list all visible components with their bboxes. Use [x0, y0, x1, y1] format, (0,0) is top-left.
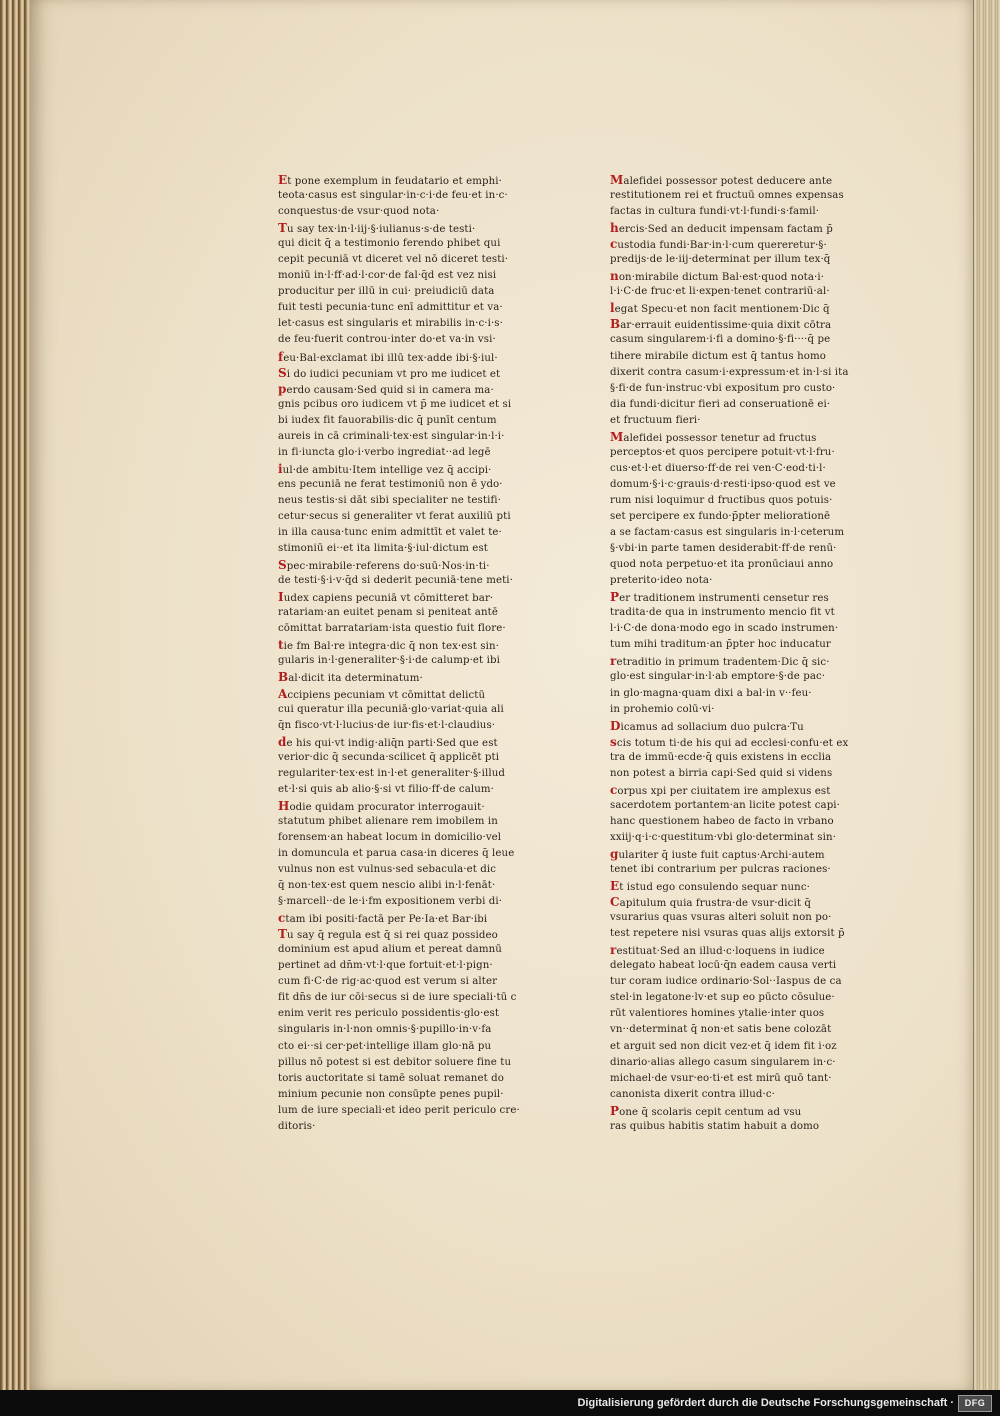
rubric-initial: r: [610, 943, 617, 958]
text-line: restitutionem rei et fructuū omnes expensas: [610, 190, 844, 202]
text-line: [610, 220, 900, 236]
text-line: lum de iure speciali·et ideo perit periculo cre·: [278, 1104, 520, 1116]
text-line-body: ustodia fundi·Bar·in·l·cum quereretur·§·: [617, 240, 827, 252]
rubric-initial: T: [278, 221, 288, 236]
rubric-initial: c: [610, 782, 618, 797]
text-line: l·i·C·de fruc·et li·expen·tenet contrariū·al·: [610, 286, 830, 298]
text-line: tum mihi traditum·an p̄pter hoc inducatur: [610, 639, 831, 651]
rubric-initial: d: [278, 734, 287, 749]
text-line: [278, 910, 568, 926]
rubric-initial: P: [610, 590, 620, 605]
text-line: tradita·de qua in instrumento mencio fit vt: [610, 607, 835, 619]
text-line-body: cis totum ti·de his qui ad ecclesi·confu·et ex: [616, 737, 849, 749]
text-line: dia fundi·dicitur fieri ad conseruationē ei·: [610, 398, 831, 410]
text-line: [278, 589, 568, 605]
text-line: [278, 172, 568, 188]
text-line: hanc questionem habeo de facto in vrbano: [610, 815, 834, 827]
text-line: bi iudex fit fauorabilis·dic q̄ punīt centum: [278, 414, 497, 426]
text-line: [610, 734, 900, 750]
rubric-initial: p: [278, 381, 287, 396]
text-line-body: icamus ad sollacium duo pulcra·Tu: [620, 721, 804, 733]
rubric-initial: t: [278, 638, 284, 653]
text-line: test repetere nisi vsuras quas alijs extorsit p̄: [610, 928, 845, 940]
text-line: cto ei··si cer·pet·intellige illam glo·nā pu: [278, 1040, 492, 1052]
page-stack-left-edge: [0, 0, 31, 1390]
text-line: sacerdotem portantem·an licite potest capi·: [610, 799, 841, 811]
text-line: cetur·secus si generaliter vt ferat auxiliū pti: [278, 510, 511, 522]
text-line: teota·casus est singular·in·c·i·de feu·et in·c·: [278, 190, 508, 202]
rubric-initial: c: [610, 237, 618, 252]
rubric-initial: g: [610, 846, 619, 861]
text-line-body: udex capiens pecuniā vt cōmitteret bar·: [283, 593, 494, 605]
text-line: [610, 653, 900, 669]
text-line: a se factam·casus est singularis in·l·ceterum: [610, 527, 845, 539]
text-line: vulnus non est vulnus·sed sebacula·et dic: [278, 864, 497, 876]
rubric-initial: S: [278, 558, 287, 573]
text-line: l·i·C·de dona·modo ego in scado instrumen·: [610, 623, 839, 635]
text-line: cepit pecuniā vt diceret vel nō diceret testi·: [278, 254, 509, 266]
text-line: casum singularem·i·fi a domino·§·fi····q̄ pe: [610, 334, 831, 346]
text-line: cōmittat barratariam·ista questio fuit flore·: [278, 623, 506, 635]
text-line: gnis pcibus oro iudicem vt p̄ me iudicet et si: [278, 398, 512, 410]
text-line: [278, 557, 568, 573]
text-line-body: odie quidam procurator interrogauit·: [289, 801, 485, 813]
text-line: michael·de vsur·eo·ti·et est mirū quō tant·: [610, 1072, 832, 1084]
text-line: glo·est singular·in·l·ab emptore·§·de pac·: [610, 671, 826, 683]
text-line: producitur per illū in cui· preiudiciū data: [278, 286, 495, 298]
rubric-initial: C: [610, 895, 620, 910]
text-line: dominium est apud alium et pereat damnū: [278, 944, 502, 956]
text-line: [278, 637, 568, 653]
text-line: rūt valentiores homines ytalie·inter quos: [610, 1008, 825, 1020]
text-line: conquestus·de vsur·quod nota·: [278, 206, 440, 218]
text-line: de feu·fuerit controu·inter do·et va·in vsi·: [278, 334, 496, 346]
text-line-body: ccipiens pecuniam vt cōmittat delictū: [287, 689, 486, 701]
text-line: tra de immū·ecde·q̄ quis existens in ecclia: [610, 751, 832, 763]
text-line: fuit testi pecunia·tunc enī admittitur et va·: [278, 302, 503, 314]
text-line: [610, 878, 900, 894]
text-line: cui queratur illa pecuniā·glo·variat·quia ali: [278, 703, 504, 715]
text-line-body: u say q̄ regula est q̄ si rei quaz possideo: [287, 930, 498, 942]
text-line: factas in cultura fundi·vt·l·fundi·s·famil·: [610, 206, 820, 218]
text-line: pertinet ad dn̄m·vt·l·que fortuit·et·l·pign·: [278, 960, 493, 972]
text-line: ditoris·: [278, 1120, 316, 1132]
rubric-initial: H: [278, 798, 290, 813]
text-line: §·vbi·in parte tamen desiderabit·ff·de renū·: [610, 543, 837, 555]
text-line: [610, 300, 900, 316]
rubric-initial: M: [610, 429, 624, 444]
text-line: delegato habeat locū·q̄n eadem causa verti: [610, 960, 837, 972]
text-line: in prohemio colū·vi·: [610, 703, 715, 715]
text-line: in illa causa·tunc enim admittīt et valet te·: [278, 527, 502, 539]
text-line: preterito·ideo nota·: [610, 575, 713, 587]
text-line: q̄ non·tex·est quem nescio alibi in·l·fenāt·: [278, 880, 496, 892]
text-line: singularis in·l·non omnis·§·pupillo·in·v·fa: [278, 1024, 492, 1036]
text-line: [278, 365, 568, 381]
rubric-initial: n: [610, 269, 619, 284]
text-line: [610, 942, 900, 958]
text-line: in glo·magna·quam dixi a bal·in v··feu·: [610, 687, 812, 699]
text-line: domum·§·i·c·grauis·d·resti·ipso·quod est ve: [610, 478, 836, 490]
text-line: dinario·alias allego casum singularem in·c·: [610, 1056, 836, 1068]
text-line: ens pecuniā ne ferat testimoniū non ē ydo·: [278, 478, 503, 490]
text-line-body: e his qui·vt indig·aliq̄n parti·Sed que est: [286, 737, 498, 749]
text-line: [610, 589, 900, 605]
text-line: forensem·an habeat locum in domicilio·vel: [278, 831, 502, 843]
text-line-body: ul·de ambitu·Item intellige vez q̄ accipi·: [282, 464, 492, 476]
text-line: cus·et·l·et diuerso·ff·de rei ven·C·eod·ti·l·: [610, 462, 826, 474]
text-line-body: ie fm Bal·re integra·dic q̄ non tex·est sin·: [283, 641, 499, 653]
text-line: rum nisi loquimur d fructibus quos potuis·: [610, 494, 833, 506]
text-line: cum fi·C·de rig·ac·quod est verum si alter: [278, 976, 498, 988]
text-line-body: alefidei possessor tenetur ad fructus: [623, 432, 817, 444]
text-line: [278, 926, 568, 942]
rubric-initial: D: [610, 718, 621, 733]
text-line: §·fi·de fun·instruc·vbi expositum pro custo·: [610, 382, 836, 394]
text-line: quod nota perpetuo·et ita pronūciaui anno: [610, 559, 834, 571]
text-line: fit dn̄s de iur cōi·secus si de iure speciali·tū c: [278, 992, 517, 1004]
rubric-initial: T: [278, 927, 288, 942]
text-line-body: tam ibi positi·factā per Pe·Ia·et Bar·ibi: [285, 914, 488, 926]
text-line-body: ulariter q̄ iuste fuit captus·Archi·autem: [618, 849, 825, 861]
page-stack-right-edge: [973, 0, 1000, 1390]
text-line: et·l·si quis ab alio·§·si vt filio·ff·de calum·: [278, 783, 495, 795]
text-line: et arguit sed non dicit vez·et q̄ idem fit i·oz: [610, 1040, 837, 1052]
text-line-body: erdo causam·Sed quid si in camera ma·: [286, 384, 494, 396]
text-line: neus testis·si dāt sibi specialiter ne testifi·: [278, 494, 502, 506]
text-line: [278, 349, 568, 365]
text-line: [610, 846, 900, 862]
text-line-body: t pone exemplum in feudatario et emphi·: [287, 176, 502, 187]
text-column-left: [278, 172, 568, 1135]
text-line: qui dicit q̄ a testimonio ferendo phibet qui: [278, 238, 501, 250]
text-line: moniū in·l·ff·ad·l·cor·de fal·q̄d est vez nisi: [278, 270, 497, 282]
rubric-initial: B: [278, 670, 289, 685]
text-line: predijs·de le·iij·determinat per illum tex·q̄: [610, 254, 831, 266]
text-line: [278, 381, 568, 397]
text-line: in domuncula et parua casa·in diceres q̄ leue: [278, 847, 515, 859]
text-line: stimoniū ei··et ita limita·§·iul·dictum est: [278, 543, 488, 555]
rubric-initial: S: [278, 365, 287, 380]
text-line-body: eu·Bal·exclamat ibi illū tex·adde ibi·§·iul·: [283, 352, 498, 364]
text-line: enim verit res periculo possidentis·glo·est: [278, 1008, 500, 1020]
rubric-initial: E: [610, 879, 620, 894]
text-line: [278, 798, 568, 814]
text-line: vsurarius quas vsuras alteri soluit non po·: [610, 912, 832, 924]
text-line: [610, 1103, 900, 1119]
text-line: [610, 172, 900, 188]
text-line: de testi·§·i·v·q̄d si dederit pecuniā·tene meti·: [278, 575, 513, 587]
rubric-initial: h: [610, 221, 619, 236]
text-line: xxiij·q·i·c·questitum·vbi glo·determinat sin·: [610, 831, 836, 843]
text-column-right: [610, 172, 900, 1135]
text-line-body: on·mirabile dictum Bal·est·quod nota·i·: [618, 272, 825, 284]
text-line: gularis in·l·generaliter·§·i·de calump·et ibi: [278, 655, 500, 667]
text-line: toris auctoritate si tamē soluat remanet do: [278, 1072, 504, 1084]
text-line: let·casus est singularis et mirabilis in·c·i·s·: [278, 318, 503, 330]
funding-notice: Digitalisierung gefördert durch die Deutsche Forschungsgemeinschaft ·: [577, 1397, 954, 1409]
text-line: q̄n fisco·vt·l·lucius·de iur·fis·et·l·claudius·: [278, 719, 496, 731]
text-line: [278, 734, 568, 750]
text-line: regulariter·tex·est in·l·et generaliter·§·illud: [278, 767, 506, 779]
rubric-initial: r: [610, 654, 617, 669]
text-line-body: orpus xpi per ciuitatem ire amplexus est: [617, 785, 831, 797]
text-line: ratariam·an euitet penam si peniteat antē: [278, 607, 498, 619]
text-line: vn··determinat q̄ non·et satis bene colozāt: [610, 1024, 832, 1036]
text-line-body: egat Specu·et non facit mentionem·Dic q̄: [614, 304, 830, 316]
text-line: et fructuum fieri·: [610, 414, 701, 426]
text-line: set percipere ex fundo·p̄pter meliorationē: [610, 510, 831, 522]
rubric-initial: s: [610, 734, 617, 749]
text-line: verior·dic q̄ secunda·scilicet q̄ applicēt pti: [278, 751, 500, 763]
text-line: [610, 718, 900, 734]
dfg-logo: DFG: [958, 1395, 992, 1412]
rubric-initial: I: [278, 590, 284, 605]
text-line: dixerit contra casum·i·expressum·et in·l·si ita: [610, 366, 849, 378]
text-line: [278, 220, 568, 236]
text-line: [610, 782, 900, 798]
text-line-body: i do iudici pecuniam vt pro me iudicet et: [286, 368, 501, 380]
rubric-initial: P: [610, 1103, 620, 1118]
text-line-body: estituat·Sed an illud·c·loquens in iudice: [616, 946, 825, 958]
text-line: pillus nō potest si est debitor soluere fine tu: [278, 1056, 512, 1068]
text-line: [278, 461, 568, 477]
text-line: non potest a birria capi·Sed quid si videns: [610, 767, 833, 779]
text-line: §·marcell··de le·i·fm expositionem verbi di·: [278, 896, 503, 908]
rubric-initial: A: [278, 686, 288, 701]
text-line: ras quibus habitis statim habuit a domo: [610, 1120, 820, 1132]
text-line: [610, 894, 900, 910]
text-line: aureis in cā criminali·tex·est singular·in·l·i·: [278, 430, 505, 442]
text-line: [610, 429, 900, 445]
text-line-body: er traditionem instrumenti censetur res: [619, 593, 829, 605]
rubric-initial: l: [610, 301, 615, 316]
text-line: minium pecunie non consūpte penes pupil·: [278, 1088, 504, 1100]
text-line-body: ar·errauit euidentissime·quia dixit cōtra: [620, 320, 832, 332]
text-line-body: alefidei possessor potest deducere ante: [623, 176, 833, 187]
text-line: in fi·iuncta glo·i·verbo ingrediat··ad legē: [278, 446, 491, 458]
text-line-body: t istud ego consulendo sequar nunc·: [619, 882, 810, 894]
text-line: stel·in legatone·lv·et sup eo pūcto cōsulue·: [610, 992, 835, 1004]
text-line-body: u say tex·in·l·iij·§·iulianus·s·de testi·: [287, 224, 476, 236]
text-line: tenet ibi contrarium per pulcras raciones·: [610, 864, 831, 876]
text-line-body: apitulum quia frustra·de vsur·dicit q̄: [619, 898, 811, 910]
text-line: canonista dixerit contra illud·c·: [610, 1088, 775, 1100]
rubric-initial: c: [278, 911, 286, 926]
rubric-initial: i: [278, 461, 283, 476]
rubric-initial: M: [610, 173, 624, 187]
rubric-initial: B: [610, 317, 621, 332]
text-line-body: one q̄ scolaris cepit centum ad vsu: [619, 1106, 802, 1118]
rubric-initial: E: [278, 173, 288, 187]
text-line: tur coram iudice ordinario·Sol··Iaspus de ca: [610, 976, 842, 988]
text-line-body: al·dicit ita determinatum·: [288, 673, 423, 685]
text-line: statutum phibet alienare rem imobilem in: [278, 815, 498, 827]
text-line: [278, 686, 568, 702]
text-line: perceptos·et quos percipere potuit·vt·l·fru·: [610, 446, 835, 458]
text-line-body: ercis·Sed an deducit impensam factam p̄: [618, 224, 833, 236]
text-line-body: etraditio in primum tradentem·Dic q̄ sic·: [616, 657, 830, 669]
text-line: [610, 316, 900, 332]
text-line: [278, 669, 568, 685]
text-line: [610, 268, 900, 284]
rubric-initial: f: [278, 349, 284, 364]
text-line-body: pec·mirabile·referens do·suū·Nos·in·ti·: [286, 561, 490, 573]
text-line: [610, 236, 900, 252]
incunable-page: [30, 0, 974, 1390]
text-line: tihere mirabile dictum est q̄ tantus homo: [610, 350, 826, 362]
